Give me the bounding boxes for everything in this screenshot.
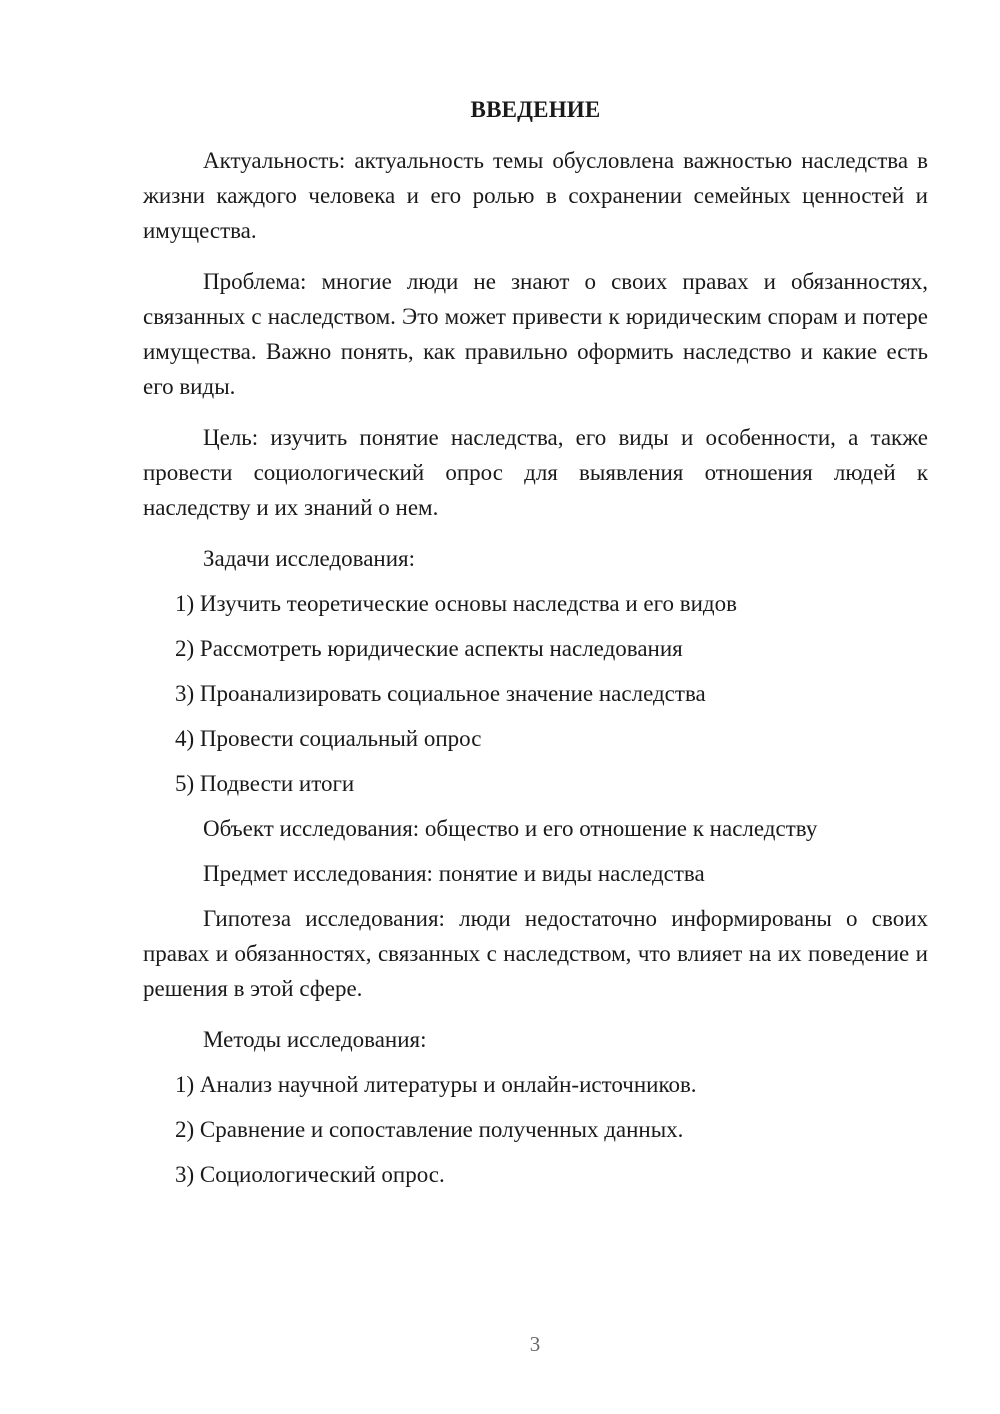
methods-heading: Методы исследования: <box>203 1027 427 1052</box>
tasks-heading: Задачи исследования: <box>203 546 416 571</box>
methods-list <box>143 1067 928 1192</box>
hypothesis-paragraph: Гипотеза исследования: люди недостаточно информированы о своих правах и обязанностях, связанных с наследством, что влияет на их поведение и решения в этой сфере. <box>143 906 928 1001</box>
subject-line: Предмет исследования: понятие и виды наследства <box>203 861 705 886</box>
object-line: Объект исследования: общество и его отношение к наследству <box>203 816 818 841</box>
goal-paragraph: Цель: изучить понятие наследства, его виды и особенности, а также провести социологический опрос для выявления отношения людей к наследству и их знаний о нем. <box>143 425 928 520</box>
page-content <box>143 92 928 1202</box>
tasks-list <box>143 586 928 801</box>
page-number: 3 <box>529 1332 541 1356</box>
method-item: 1) Анализ научной литературы и онлайн-источников. <box>175 1072 697 1097</box>
task-item: 3) Проанализировать социальное значение наследства <box>175 681 706 706</box>
method-item: 3) Социологический опрос. <box>175 1162 445 1187</box>
task-item: 1) Изучить теоретические основы наследства и его видов <box>175 591 737 616</box>
task-item: 2) Рассмотреть юридические аспекты наследования <box>175 636 683 661</box>
section-heading: ВВЕДЕНИЕ <box>470 97 601 122</box>
method-item: 2) Сравнение и сопоставление полученных данных. <box>175 1117 684 1142</box>
task-item: 5) Подвести итоги <box>175 771 355 796</box>
problem-paragraph: Проблема: многие люди не знают о своих правах и обязанностях, связанных с наследством. Это может привести к юридическим спорам и потере имущества. Важно понять, как правильно оформить наследство и какие есть его виды. <box>143 269 928 399</box>
relevance-paragraph: Актуальность: актуальность темы обусловлена важностью наследства в жизни каждого человека и его ролью в сохранении семейных ценностей и имущества. <box>143 148 928 243</box>
task-item: 4) Провести социальный опрос <box>175 726 482 751</box>
